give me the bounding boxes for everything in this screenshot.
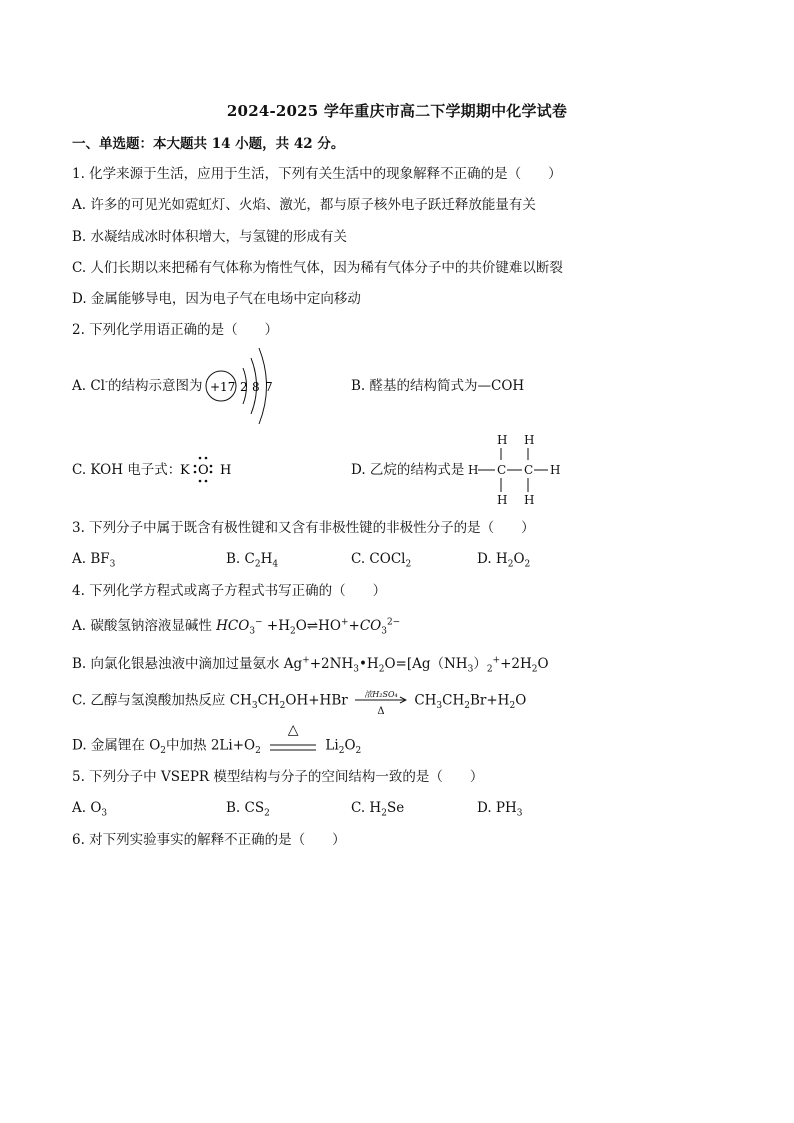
opt-sub: 4 <box>272 559 279 570</box>
question-4-option-d: D. 金属锂在 $O_2$中加热 $2Li+O_2$ △ $Li_2O_2$ <box>72 733 361 759</box>
opt-sub: 2 <box>289 626 296 637</box>
opt-text: A. BF <box>72 551 110 567</box>
opt-text: Br+H <box>470 692 510 709</box>
opt-text: H <box>260 551 273 567</box>
opt-text: O <box>515 692 527 709</box>
opt-text: C. COCl <box>351 551 406 567</box>
option-a-text: A. Cl <box>72 378 105 394</box>
opt-sub: 3 <box>381 626 387 637</box>
atom-c: C <box>497 463 507 477</box>
question-4-option-b: B. 向氯化银悬浊液中滴加过量氨水 $Ag^++2NH_3•H_2O=[Ag(NH_3)_2^++2H_2O$ <box>72 655 549 675</box>
opt-text: ） <box>473 656 487 672</box>
section-heading: 一、单选题：本大题共 14 小题，共 42 分。 <box>72 136 345 152</box>
opt-sup: 2− <box>386 617 401 628</box>
hydrogen-symbol: H <box>220 463 232 478</box>
question-2-option-c <box>72 461 181 479</box>
question-2-stem: 2. 下列化学用语正确的是（ ） <box>72 322 279 338</box>
reaction-condition-bottom: Δ <box>377 706 385 717</box>
question-1-option-c: C. 人们长期以来把稀有气体称为惰性气体，因为稀有气体分子中的共价键难以断裂 <box>72 260 563 276</box>
shell-1-count: 2 <box>240 380 248 394</box>
question-3-stem: 3. 下列分子中属于既含有极性键和又含有非极性键的非极性分子的是（ ） <box>72 520 535 536</box>
reaction-arrow <box>355 690 407 717</box>
formula-hco3: HCO <box>216 618 250 634</box>
nucleus-charge: +17 <box>210 380 236 394</box>
opt-text: CH <box>257 692 280 709</box>
question-4-option-c: C. 乙醇与氢溴酸加热反应 $CH_3CH_2OH+HBr$ 浓H₂SO₄ Δ $CH_3CH_2Br+H_2O$ <box>72 690 526 712</box>
oxygen-symbol: O <box>198 463 209 478</box>
opt-sub: 3 <box>109 559 116 570</box>
opt-sup: − <box>255 617 263 628</box>
option-a-text-suffix: 的结构示意图为 <box>108 378 203 394</box>
opt-text: B. CS <box>226 800 265 816</box>
opt-sub: 2 <box>524 559 531 570</box>
koh-electron-formula <box>176 452 236 486</box>
opt-text: +2NH <box>309 656 354 672</box>
shell-3-count: 7 <box>265 380 273 394</box>
opt-sub: 2 <box>507 559 514 570</box>
question-2-option-d: D. 乙烷的结构式是 <box>351 462 465 478</box>
formula-co3: CO <box>359 618 382 634</box>
question-3-option-b <box>226 550 278 568</box>
opt-text: + <box>348 618 360 634</box>
atom-h: H <box>550 463 561 477</box>
opt-text: +2H <box>500 656 532 672</box>
atom-h: H <box>524 433 535 447</box>
question-4-option-a <box>72 617 400 635</box>
reaction-condition-top: 浓H₂SO₄ <box>364 690 398 699</box>
opt-text: 中加热 2Li+O <box>166 737 256 754</box>
opt-text: A. 碳酸氢钠溶液显碱性 <box>72 618 212 634</box>
page-title: 2024-2025 学年重庆市高二下学期期中化学试卷 <box>226 102 568 120</box>
opt-text: B. 向氯化银悬浊液中滴加过量氨水 Ag <box>72 656 303 672</box>
opt-text: A. O <box>72 800 102 816</box>
opt-text: O⇌H <box>295 618 330 634</box>
opt-sup: + <box>340 617 349 628</box>
double-line-icon <box>268 743 318 753</box>
question-3-option-c <box>351 550 411 568</box>
question-2-option-a <box>72 377 203 395</box>
question-6-stem: 6. 对下列实验事实的解释不正确的是（ ） <box>72 832 346 848</box>
opt-text: D. 金属锂在 O <box>72 737 161 754</box>
opt-text: CH <box>442 692 465 709</box>
opt-text: Se <box>386 800 405 816</box>
opt-text: C. H <box>351 800 382 816</box>
atom-h: H <box>497 433 508 447</box>
heating-equals-sign <box>268 722 318 759</box>
opt-text: O <box>513 551 525 567</box>
question-3-option-a <box>72 550 115 568</box>
atom-h: H <box>524 493 535 507</box>
chlorine-ion-structure-diagram <box>203 346 283 426</box>
option-c-text: C. KOH 电子式： <box>72 462 182 478</box>
question-1-stem: 1. 化学来源于生活，应用于生活，下列有关生活中的现象解释不正确的是（ ） <box>72 166 562 182</box>
option-a-sup: - <box>104 377 109 388</box>
question-1-option-d: D. 金属能够导电，因为电子气在电场中定向移动 <box>72 291 361 307</box>
opt-text: D. H <box>477 551 508 567</box>
atom-h: H <box>468 463 479 477</box>
opt-text: D. PH <box>477 800 517 816</box>
opt-sub: 3 <box>249 626 256 637</box>
question-2-option-b: B. 醛基的结构简式为—COH <box>351 378 525 394</box>
shell-2-count: 8 <box>252 380 260 394</box>
opt-text: O <box>329 618 341 634</box>
opt-text: O <box>344 737 356 754</box>
question-5-option-d: D. $PH_3$ <box>477 800 523 819</box>
opt-text: O=[Ag（NH <box>384 656 468 672</box>
question-5-option-a: A. $O_3$ <box>72 800 108 819</box>
question-1-option-a: A. 许多的可见光如霓虹灯、火焰、激光，都与原子核外电子跃迁释放能量有关 <box>72 197 536 213</box>
opt-text: +H <box>262 618 290 634</box>
question-5-option-c: C. $H_2Se$ <box>351 800 405 819</box>
question-5-stem: 5. 下列分子中 VSEPR 模型结构与分子的空间结构一致的是（ ） <box>72 769 484 785</box>
question-1-option-b: B. 水凝结成冰时体积增大，与氢键的形成有关 <box>72 229 348 245</box>
opt-text: Li <box>325 737 339 754</box>
opt-text: CH <box>414 692 437 709</box>
potassium-symbol: K <box>180 463 190 478</box>
opt-text: O <box>537 656 549 672</box>
question-5-option-b: B. $CS_2$ <box>226 800 270 819</box>
opt-text: B. C <box>226 551 255 567</box>
opt-sub: 2 <box>254 559 261 570</box>
heating-condition: △ <box>287 722 299 738</box>
atom-c: C <box>524 463 534 477</box>
opt-text: C. 乙醇与氢溴酸加热反应 CH <box>72 692 252 709</box>
opt-text: OH+HBr <box>285 692 348 709</box>
question-4-stem: 4. 下列化学方程式或离子方程式书写正确的（ ） <box>72 583 387 599</box>
atom-h: H <box>497 493 508 507</box>
opt-text: •H <box>358 656 379 672</box>
opt-sub: 2 <box>405 559 412 570</box>
question-3-option-d <box>477 550 530 568</box>
ethane-structural-formula <box>466 430 566 510</box>
